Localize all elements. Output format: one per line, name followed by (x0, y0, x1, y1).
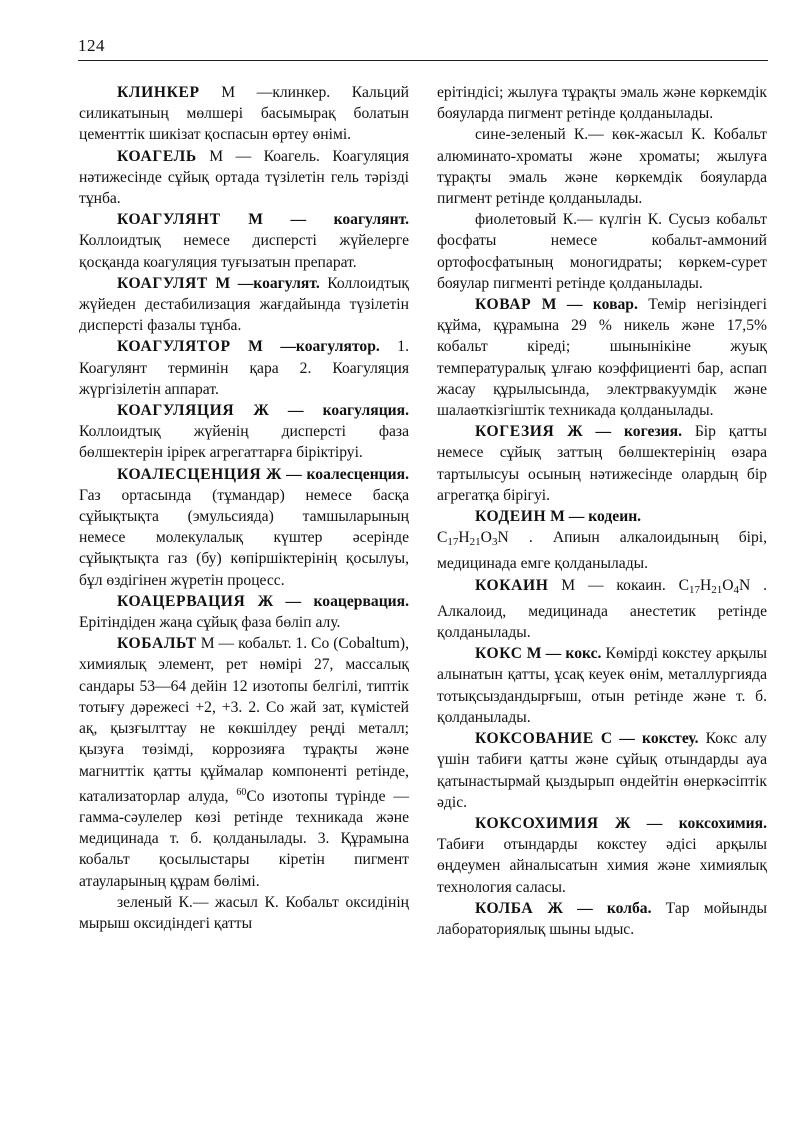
headword: КОВАР (475, 296, 532, 314)
entry-coke (437, 643, 767, 728)
definition: М — кобальт. 1. Со (Cobaltum), химиялық элемент, рет нөмірі 27, массалық сандары 53—64 дейін 12 изотопы белгілі, типтік тотығу дәрежесі +2, +3. 2. Со жай зат, күмістей ақ, қызғылттау не көкшілдеу реңді металл; қызуға төзімді, коррозияға тұрақты және магниттік қатты құймалар компоненті ретінде, катализаторлар алуда, (79, 635, 409, 805)
entry-blue-green-cobalt (437, 124, 767, 209)
entry-coalescence (79, 464, 409, 591)
definition: Табиғи отындарды кокстеу әдісі арқылы өңдеумен айналысатын химия және химиялық технология саласы. (437, 836, 767, 896)
definition: Кокс алу үшін табиғи қатты және сұйық отындарды ауа қатынастырмай қыздырып өндейтін өнеркәсіптік әдіс. (437, 730, 767, 811)
definition: Коллоидтық немесе дисперсті жүйелерге қосқанда коагуляция туғызатын препарат. (79, 232, 409, 271)
entry-coagulator (79, 336, 409, 400)
entry-coagulation (79, 400, 409, 464)
headword: КОКСОХИМИЯ (475, 814, 599, 832)
headword: КОКАИН (475, 576, 549, 594)
headword: КОАГУЛЯТ (117, 274, 208, 292)
definition-continued: Со изотопы түрінде — гамма-сәулелер көзі ретінде техникада және медицинада т. б. қолданылады. 3. Құрамына кобальт қосылыстары кіретін пигмент атауларының құрам бөлімі. (79, 787, 409, 890)
entry-coagulate (79, 273, 409, 337)
headword: КОАГУЛЯЦИЯ (117, 402, 235, 420)
left-column (79, 82, 409, 934)
entry-cohesion (437, 421, 767, 506)
entry-coking (437, 728, 767, 813)
definition: сине-зеленый К.— көк-жасыл К. Кобальт алюминато-хроматы және хроматы; жылуға тұрақты эмаль және көркемдік бояуларда пигмент ретінде қолданылады. (437, 126, 767, 208)
definition: Тар мойынды лабораториялық шыны ыдыс. (437, 899, 767, 938)
gender-translation: Ж — коагуляция. (234, 402, 409, 420)
definition: Көмірді кокстеу арқылы алынатын қатты, ұсақ кеуек өнім, металлургияда тотықсыздандырғыш, отын ретінде және т. б. қолданылады. (437, 645, 767, 726)
entry-flask (437, 898, 767, 940)
definition: Газ ортасында (тұмандар) немесе басқа сұйықтықта (эмульсияда) тамшыларының немесе молекулалық күштер әсерінде сұйықтықта газ (бу) көпіршіктерінің қосылуы, бұл өздігінен жүретін процесс. (79, 486, 409, 589)
headword: КОАГЕЛЬ (117, 147, 197, 165)
headword: КОГЕЗИЯ (475, 423, 555, 441)
headword: КОАЦЕРВАЦИЯ (117, 592, 246, 610)
gender-translation: М —коагулятор. (230, 338, 380, 356)
gender-translation: М — коагулянт. (220, 211, 409, 229)
definition: Ерітіндіден жаңа сұйық фаза бөліп алу. (79, 614, 341, 632)
entry-cocaine (437, 575, 767, 644)
chemical-formula: $C_{17}H_{21}O_4N$ (678, 576, 751, 596)
gender-translation: Ж — колба. (533, 899, 652, 917)
gender-translation: М — кодеин. (546, 508, 642, 526)
gender-translation: М —коагулят. (207, 274, 320, 292)
entry-kovar (437, 294, 767, 421)
headword: КОКСОВАНИЕ (475, 730, 594, 748)
header-rule (78, 60, 768, 61)
headword: КОЛБА (475, 899, 534, 917)
definition: . Алкалоид, медицинада анестетик ретінде қолданылады. (437, 576, 767, 642)
definition: Коллоидтық жүйеден дестабилизация жағдайында түзілетін дисперсті фазалы тұнба. (79, 274, 410, 335)
headword: КОБАЛЬТ (117, 635, 197, 653)
entry-coacervation (79, 591, 409, 633)
entry-violet-cobalt (437, 209, 767, 294)
gender-translation: С — кокстеу. (593, 730, 699, 748)
gender-translation: Ж — когезия. (554, 423, 682, 441)
definition: 1. Коагулянт терминін қара 2. Коагуляция жүргізілетін аппарат. (79, 338, 410, 398)
chemical-formula: $C_{17}H_{21}O_3N$ (437, 529, 509, 549)
headword: КОДЕИН (475, 508, 547, 526)
page-number: 124 (78, 36, 105, 55)
definition: М — Коагель. Коагуляция нәтижесінде сұйық ортада түзілетін гель тәрізді тұнба. (79, 147, 409, 208)
entry-green-cobalt (79, 892, 409, 934)
entry-codeine (437, 506, 767, 575)
definition: зеленый К.— жасыл К. Кобальт оксидінің мырыш оксидіндегі қатты (79, 893, 409, 932)
entry-coagulant (79, 209, 409, 273)
definition: фиолетовый К.— күлгін К. Сусыз кобальт фосфаты немесе кобальт-аммоний ортофосфатының моногидраты; көркем-сурет бояулар пигменті ретінде қолданылады. (437, 211, 767, 292)
entry-clinker (79, 82, 409, 146)
headword: КОАЛЕСЦЕНЦИЯ (117, 465, 262, 483)
definition: М —клинкер. Кальций силикатының мөлшері басымырақ болатын цементтік шикізат қоспасын өртеу өнімі. (79, 84, 409, 144)
headword: КЛИНКЕР (117, 84, 200, 101)
definition: . Апиын алкалоидының бірі, медицинада емге қолданылады. (437, 529, 767, 573)
entry-green-cobalt-continued (437, 82, 767, 124)
entry-cokechemistry (437, 813, 767, 898)
gender-translation: Ж — коксохимия. (598, 814, 767, 832)
headword: КОАГУЛЯТОР (117, 338, 231, 356)
gender-translation: Ж — коалесценция. (261, 465, 409, 483)
gender-translation: М — ковар. (531, 296, 638, 314)
definition: Темір негізіндегі құйма, құрамына 29 % никель және 17,5% кобальт кіреді; шынынікіне жуық температуралық ұлғаю коэффициенті бар, аспап жасау құрылысында, электрвакуумдік және шалаөткізгіштік техникада қолданылады. (437, 296, 768, 420)
definition: ерітіндісі; жылуға тұрақты эмаль және көркемдік бояуларда пигмент ретінде қолданылады. (437, 84, 767, 123)
definition: Бір қатты немесе сұйық заттың бөлшектерінің өзара тартылысуы осының нәтижесінде олардың бір агрегатқа бірігуі. (437, 423, 767, 504)
definition: Коллоидтық жүйенің дисперсті фаза бөлшектерін ірірек агрегаттарға біріктіруі. (79, 423, 409, 462)
isotope-mass-number: 60 (236, 786, 247, 798)
entry-cobalt (79, 633, 409, 891)
headword: КОАГУЛЯНТ (117, 211, 221, 229)
gender-translation: Ж — коацервация. (245, 592, 409, 610)
headword: КОКС (475, 645, 523, 663)
entry-coagel (79, 146, 409, 210)
gender-translation: М — кокс. (522, 645, 602, 663)
gender-translation: М — кокаин. (548, 576, 679, 594)
right-column (437, 82, 767, 940)
